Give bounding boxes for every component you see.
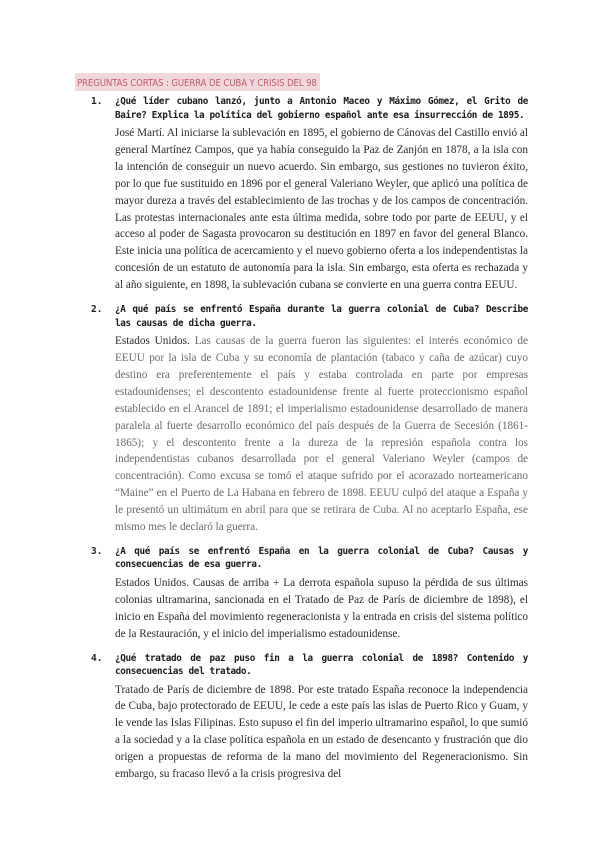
question-item (91, 652, 528, 783)
question-header (91, 95, 528, 122)
question-text: ¿A qué país se enfrentó España durante la guerra colonial de Cuba? Describe las causas de dicha guerra. (115, 304, 528, 329)
title-highlight (75, 73, 320, 91)
question-text: ¿Qué líder cubano lanzó, junto a Antonio Maceo y Máximo Gómez, el Grito de Baire? Explica la política del gobierno español ante esa insurrección de 1895. (115, 96, 528, 121)
answer-text (115, 575, 528, 643)
page-title: PREGUNTAS CORTAS : GUERRA DE CUBA Y CRISIS DEL 98 (77, 78, 317, 89)
question-number: 1. (91, 96, 103, 107)
answer-text (115, 682, 528, 783)
question-number: 3. (91, 545, 103, 557)
question-item (91, 545, 528, 643)
answer-lead: Estados Unidos. (115, 335, 190, 348)
question-item (91, 303, 528, 536)
answer-body: Las causas de la guerra fueron las siguientes: el interés económico de EEUU por la isla de Cuba y su economía de plantación (tabaco y caña de azúcar) cuyo destino era preferentemente el país y estaba controlada en parte por empresas estadounidenses; el descontento estadounidense frente al fuerte proteccionismo español establecido en el Arancel de 1891; el imperialismo estadounidense desarrollado de manera paralela al fuerte desarrollo económico del país después de la Guerra de Secesión (1861-1865); y el descontento frente a la dureza de la represión española contra los independentistas cubanos desarrollada por el general Valeriano Weyler (campos de concentración). Como excusa se tomó el ataque sufrido por el acorazado norteamericano “Maine” en el Puerto de La Habana en febrero de 1898. EEUU culpó del ataque a España y le presentó un ultimátum en abril para que se retirara de Cuba. Al no aceptarlo España, ese mismo mes le declaró la guerra. (115, 335, 528, 534)
question-header (91, 303, 528, 330)
answer-body: Estados Unidos. Causas de arriba + La derrota española supuso la pérdida de sus últimas colonias ultramarina, sancionada en el Tratado de Paz de París de diciembre de 1898), el inicio en España del movimiento regeneracionista y la entrada en crisis del sistema político de la Restauración, y el inicio del imperialismo estadounidense. (115, 576, 528, 640)
answer-text (115, 125, 528, 294)
question-number: 2. (91, 304, 103, 316)
question-item (91, 95, 528, 294)
question-header (91, 545, 528, 572)
answer-body: Tratado de París de diciembre de 1898. Por este tratado España reconoce la independencia de Cuba, bajo protectorado de EEUU, le cede a este país las islas de Puerto Rico y Guam, y le vende las Islas Filipinas. Esto supuso el fin del imperio ultramarino español, lo que sumió a la sociedad y a la clase política española en un estado de desencanto y frustración que dio origen a propuestas de reforma de la mano del movimiento del Regeneracionismo. Sin embargo, su fracaso llevó a la crisis progresiva del (115, 683, 528, 781)
answer-text (115, 333, 528, 536)
question-text: ¿Qué tratado de paz puso fin a la guerra colonial de 1898? Contenido y consecuencias del tratado. (115, 652, 528, 678)
question-text: ¿A qué país se enfrentó España en la guerra colonial de Cuba? Causas y consecuencias de esa guerra. (115, 545, 528, 571)
answer-body: José Martí. Al iniciarse la sublevación en 1895, el gobierno de Cánovas del Castillo envió al general Martínez Campos, que ya había conseguido la Paz de Zanjón en 1878, a la isla con la intención de conseguir un nuevo acuerdo. Sin embargo, sus gestiones no tuvieron éxito, por lo que fue sustituido en 1896 por el general Valeriano Weyler, que aplicó una política de mayor dureza a través del establecimiento de las trochas y de los campos de concentración. Las protestas internacionales ante esta última medida, sobre todo por parte de EEUU, y el acceso al poder de Sagasta provocaron su destitución en 1897 en favor del general Blanco. Este inicia una política de acercamiento y el nuevo gobierno oferta a los independentistas la concesión de un estatuto de autonomía para la isla. Sin embargo, esta oferta es rechazada y al año siguiente, en 1898, la sublevación cubana se convierte en una guerra contra EEUU. (115, 127, 528, 292)
question-header (91, 652, 528, 679)
question-list (91, 95, 528, 792)
question-number: 4. (91, 652, 103, 664)
